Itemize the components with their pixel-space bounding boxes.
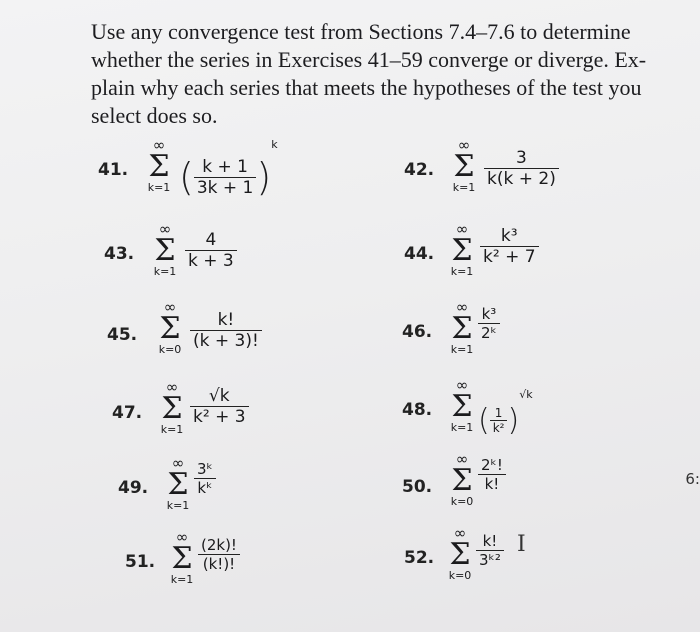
numerator: 3ᵏ	[197, 460, 213, 478]
lower-limit: k=1	[170, 573, 194, 586]
series-term	[185, 230, 237, 271]
summation	[150, 300, 190, 356]
exercise-number: 50.	[402, 477, 433, 497]
upper-limit: ∞	[175, 528, 189, 546]
sigma-symbol: Σ	[451, 463, 473, 498]
exercise-number: 43.	[104, 244, 135, 264]
exercise-number: 42.	[404, 160, 435, 180]
sigma-symbol: Σ	[161, 391, 183, 426]
upper-limit: ∞	[453, 524, 467, 542]
summation	[442, 222, 482, 278]
upper-limit: ∞	[455, 220, 469, 238]
numerator: 2ᵏ!	[481, 456, 503, 474]
exercise-number: 49.	[118, 478, 149, 498]
exercise-number: 47.	[112, 403, 143, 423]
sigma-symbol: Σ	[167, 467, 189, 502]
numerator: 4	[205, 230, 217, 250]
denominator: 2ᵏ	[478, 323, 500, 342]
summation	[442, 452, 482, 508]
instructions-text: Use any convergence test from Sections 7.4–7.6 to determine whether the series in Exercises 41–59 converge or diverge. Ex- plain why each series that meets the hypotheses of the test you select does so.	[91, 19, 647, 128]
denominator: (k + 3)!	[190, 330, 262, 351]
lower-limit: k=1	[160, 423, 184, 436]
lower-limit: k=1	[147, 181, 171, 194]
sigma-symbol: Σ	[451, 233, 473, 268]
sigma-symbol: Σ	[154, 233, 176, 268]
exercise-number: 46.	[402, 322, 433, 342]
text-cursor-icon: I	[517, 532, 526, 557]
lower-limit: k=0	[450, 495, 474, 508]
exercise-number: 44.	[404, 244, 435, 264]
series-term	[484, 148, 559, 189]
numerator: (2k)!	[201, 536, 237, 554]
upper-limit: ∞	[165, 378, 179, 396]
denominator: k² + 7	[480, 246, 539, 267]
lower-limit: k=1	[166, 499, 190, 512]
denominator: 3ᵏ²	[476, 550, 504, 569]
upper-limit: ∞	[163, 298, 177, 316]
denominator: k + 3	[185, 250, 237, 271]
lower-limit: k=0	[158, 343, 182, 356]
sigma-symbol: Σ	[159, 311, 181, 346]
upper-limit: ∞	[455, 450, 469, 468]
summation	[139, 138, 179, 194]
lower-limit: k=1	[153, 265, 177, 278]
denominator: k(k + 2)	[484, 168, 559, 189]
summation	[444, 138, 484, 194]
exercise-number: 45.	[107, 325, 138, 345]
exercise-number: 41.	[98, 160, 129, 180]
numerator: 1	[494, 406, 503, 420]
clipped-page-fragment: 6:	[685, 470, 700, 488]
series-term	[190, 310, 262, 351]
lower-limit: k=1	[450, 265, 474, 278]
summation	[158, 456, 198, 512]
sigma-symbol: Σ	[451, 389, 473, 424]
denominator: k²	[490, 420, 508, 435]
sigma-symbol: Σ	[451, 311, 473, 346]
sigma-symbol: Σ	[148, 149, 170, 184]
series-term	[198, 536, 240, 573]
lower-limit: k=1	[450, 421, 474, 434]
numerator: k + 1	[202, 156, 248, 177]
series-term	[478, 456, 506, 493]
numerator: k³	[481, 305, 497, 323]
exponent: √k	[519, 388, 533, 401]
lower-limit: k=1	[450, 343, 474, 356]
denominator: kᵏ	[194, 478, 216, 497]
series-term	[480, 226, 539, 267]
numerator: √k	[208, 386, 230, 406]
lower-limit: k=0	[448, 569, 472, 582]
lower-limit: k=1	[452, 181, 476, 194]
summation	[145, 222, 185, 278]
series-term	[478, 305, 500, 342]
summation	[440, 526, 480, 582]
denominator: k² + 3	[190, 406, 249, 427]
summation	[152, 380, 192, 436]
upper-limit: ∞	[158, 220, 172, 238]
series-term: ( $\frac{1}{\text{k²}}$ )$^{√k}$	[478, 388, 533, 438]
sigma-symbol: Σ	[449, 537, 471, 572]
exercise-number: 48.	[402, 400, 433, 420]
exercise-number: 51.	[125, 552, 156, 572]
summation	[442, 378, 482, 434]
upper-limit: ∞	[171, 454, 185, 472]
series-term: ( $\frac{k + 1}{3k + 1}$ )$^k$	[179, 138, 278, 199]
upper-limit: ∞	[455, 376, 469, 394]
summation	[442, 300, 482, 356]
exercise-number: 52.	[404, 548, 435, 568]
upper-limit: ∞	[457, 136, 471, 154]
numerator: k³	[500, 226, 518, 246]
series-term	[190, 386, 249, 427]
sigma-symbol: Σ	[171, 541, 193, 576]
series-term	[476, 532, 504, 569]
numerator: 3	[516, 148, 527, 168]
exponent: k	[271, 138, 278, 151]
denominator: k!	[478, 474, 506, 493]
numerator: k!	[217, 310, 235, 330]
sigma-symbol: Σ	[453, 149, 475, 184]
denominator: 3k + 1	[194, 177, 257, 198]
denominator: (k!)!	[198, 554, 240, 573]
summation	[162, 530, 202, 586]
upper-limit: ∞	[152, 136, 166, 154]
numerator: k!	[482, 532, 498, 550]
upper-limit: ∞	[455, 298, 469, 316]
series-term	[194, 460, 216, 497]
